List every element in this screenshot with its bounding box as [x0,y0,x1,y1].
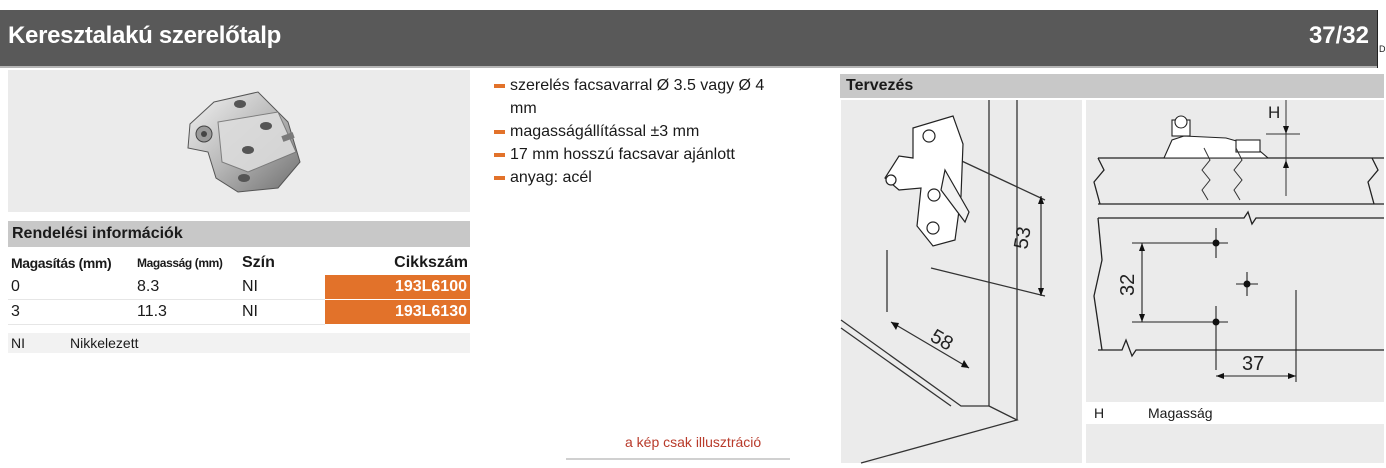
bullet-icon [494,176,505,180]
legend-desc: Magasság [1148,405,1213,421]
product-photo [8,70,470,212]
cell-lift: 0 [8,275,134,300]
bullet-icon [494,130,505,134]
corner-marker: D [1377,10,1384,68]
col-height: Magasság (mm) [137,256,223,270]
caption-divider [566,458,790,460]
dim-h: H [1268,103,1281,122]
ordering-info-title: Rendelési információk [8,221,470,247]
cell-height: 11.3 [134,300,239,325]
bullet-icon [494,84,505,88]
color-legend [8,333,470,353]
ordering-table [8,250,470,325]
list-item: anyag: acél [494,166,794,189]
legend-desc: Nikkelezett [70,335,139,351]
dim-58: 58 [926,325,957,356]
list-item: 17 mm hosszú facsavar ajánlott [494,143,794,166]
cell-color: NI [239,300,325,325]
col-color: Szín [242,254,275,271]
mounting-plate-image [8,70,470,212]
col-sku: Cikkszám [394,254,468,271]
dim-53: 53 [1010,225,1036,251]
legend-code: NI [11,335,25,351]
table-row [8,300,470,325]
table-header-row [8,250,470,275]
page-title: Keresztalakú szerelőtalp [8,22,281,49]
dim-37: 37 [1242,353,1265,375]
planning-title: Tervezés [840,74,1384,98]
list-item: szerelés facsavarral Ø 3.5 vagy Ø 4 mm [494,74,794,120]
cell-height: 8.3 [134,275,239,300]
cell-lift: 3 [8,300,134,325]
list-item: magasságállítással ±3 mm [494,120,794,143]
planning-diagram-3d [841,100,1082,463]
cell-sku: 193L6130 [325,300,470,325]
planning-diagram-views [1086,100,1384,463]
table-row [8,275,470,300]
col-lift: Magasítás (mm) [11,255,112,271]
illustration-caption: a kép csak illusztráció [625,434,762,450]
dim-32: 32 [1117,273,1139,296]
cell-sku: 193L6100 [325,275,470,300]
cell-color: NI [239,275,325,300]
page-number: 37/32 [1308,22,1369,49]
bullet-icon [494,153,505,157]
height-legend [1086,402,1384,424]
feature-list [494,74,794,189]
header-bar [0,10,1377,68]
legend-code: H [1094,405,1105,421]
